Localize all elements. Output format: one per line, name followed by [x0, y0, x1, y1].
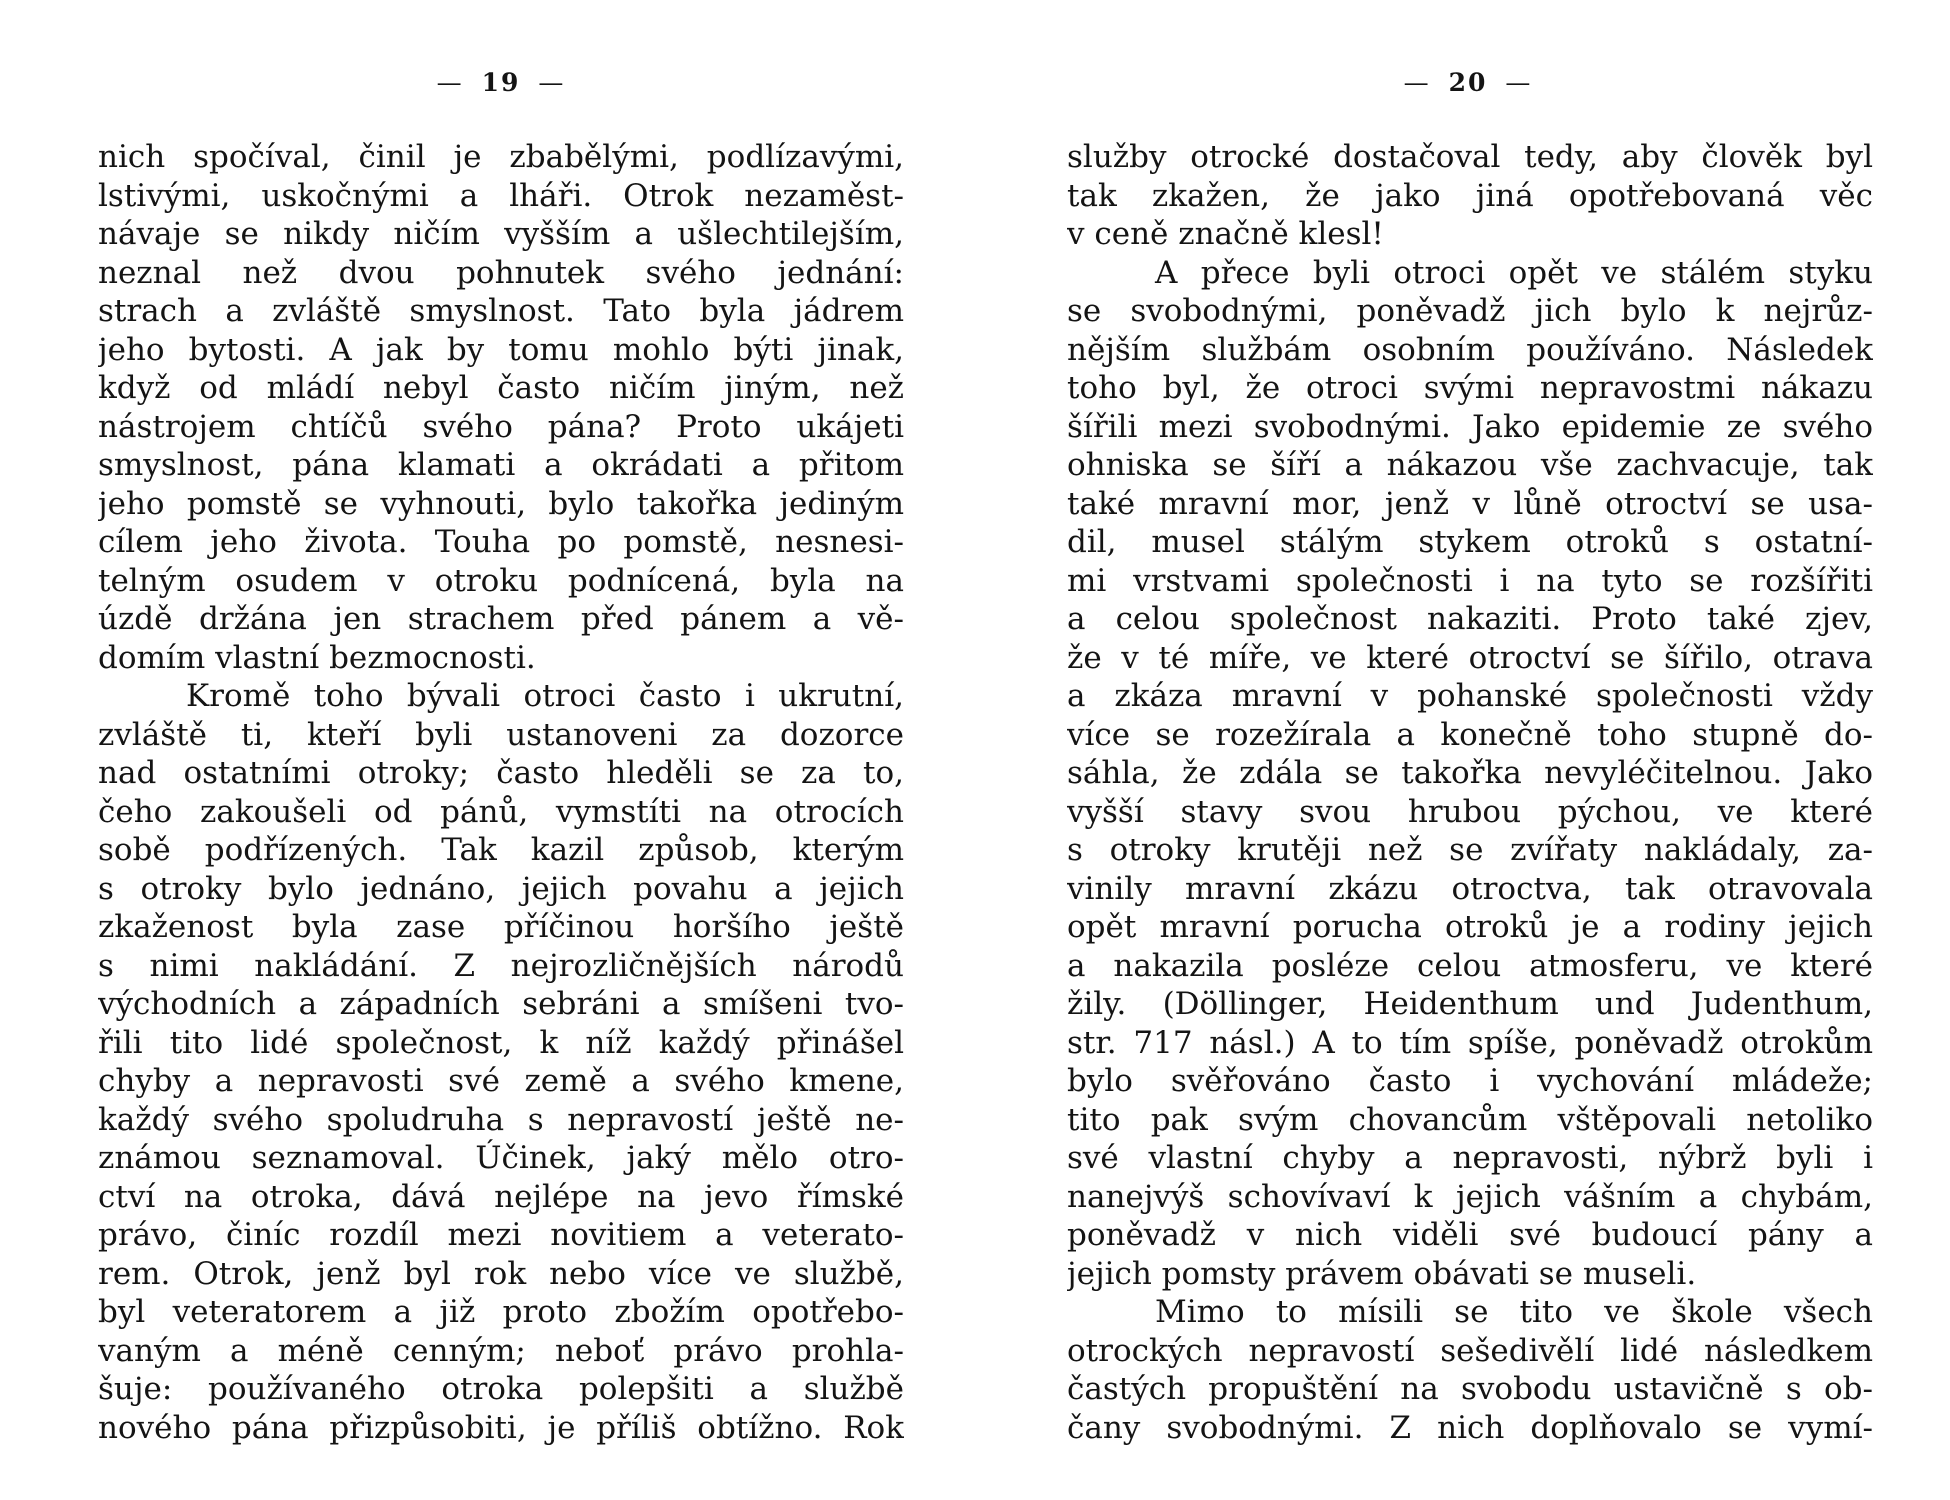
text-line: když od mládí nebyl často ničím jiným, než [98, 370, 904, 406]
text-line: také mravní mor, jenž v lůně otroctví se usa- [1067, 485, 1873, 522]
text-line: nanejvýš schovívaví k jejich vášním a chybám, [1067, 1178, 1873, 1215]
text-line: opět mravní porucha otroků je a rodiny jejich [1067, 909, 1873, 945]
text-line: telným osudem v otroku podnícená, byla na [98, 562, 904, 599]
text-line: otrockých nepravostí sešedivělí lidé následkem [1067, 1332, 1873, 1369]
text-line: služby otrocké dostačoval tedy, aby člověk byl [1067, 139, 1873, 175]
right-page-number [1063, 68, 1873, 97]
text-line: zkaženost byla zase příčinou horšího ještě [98, 909, 904, 945]
text-line: vyšší stavy svou hrubou pýchou, ve které [1067, 793, 1873, 830]
text-line: jejich pomsty právem obávati se museli. [1067, 1255, 1697, 1292]
text-line: smyslnost, pána klamati a okrádati a přitom [98, 447, 904, 483]
text-line: ohniska se šíří a nákazou vše zachvacuje, tak [1067, 447, 1873, 483]
text-line: své vlastní chyby a nepravosti, nýbrž byli i [1067, 1140, 1873, 1176]
text-line: sáhla, že zdála se takořka nevyléčitelnou. Jako [1067, 755, 1873, 791]
left-page-text [98, 138, 904, 1447]
left-page [98, 0, 918, 1500]
text-line: chyby a nepravosti své země a svého kmene, [98, 1063, 904, 1099]
left-page-number [98, 68, 904, 97]
text-line: šířili mezi svobodnými. Jako epidemie ze svého [1067, 408, 1873, 445]
text-line: tito pak svým chovancům vštěpovali netoliko [1067, 1101, 1873, 1138]
text-line: tak zkažen, že jako jiná opotřebovaná věc [1067, 177, 1873, 214]
right-page [1067, 0, 1887, 1500]
text-line: více se rozežírala a konečně toho stupně do- [1067, 716, 1873, 753]
text-line: bylo svěřováno často i vychování mládeže; [1067, 1063, 1873, 1099]
text-line: a nakazila posléze celou atmosferu, ve které [1067, 947, 1873, 984]
text-line: úzdě držána jen strachem před pánem a vě- [98, 601, 904, 637]
right-page-number-dash-right: — [1505, 68, 1533, 97]
text-line: nad ostatními otroky; často hleděli se za to, [98, 755, 904, 791]
right-page-text [1067, 138, 1873, 1447]
text-line: právo, činíc rozdíl mezi novitiem a veterato- [98, 1217, 904, 1253]
text-line: se svobodnými, poněvadž jich bylo k nejrůz- [1067, 293, 1873, 329]
text-line: východních a západních sebráni a smíšeni tvo- [98, 986, 904, 1022]
text-line: jeho bytosti. A jak by tomu mohlo býti jinak, [98, 331, 904, 368]
text-line: str. 717 násl.) A to tím spíše, poněvadž otrokům [1067, 1024, 1873, 1061]
text-line: strach a zvláště smyslnost. Tato byla jádrem [98, 293, 904, 329]
text-line: čeho zakoušeli od pánů, vymstíti na otrocích [98, 793, 904, 830]
text-line: žily. (Döllinger, Heidenthum und Judenthum, [1067, 986, 1873, 1022]
left-page-number-dash-left: — [436, 68, 464, 97]
text-line: zvláště ti, kteří byli ustanoveni za dozorce [98, 716, 904, 753]
text-line: dil, musel stálým stykem otroků s ostatní- [1067, 524, 1873, 560]
text-line: nástrojem chtíčů svého pána? Proto ukájeti [98, 408, 904, 445]
text-line: domím vlastní bezmocnosti. [98, 639, 536, 676]
text-line: Mimo to mísili se tito ve škole všech [1155, 1294, 1873, 1330]
text-line: a zkáza mravní v pohanské společnosti vždy [1067, 678, 1873, 714]
text-line: návaje se nikdy ničím vyšším a ušlechtilejším, [98, 216, 904, 252]
text-line: toho byl, že otroci svými nepravostmi nákazu [1067, 370, 1873, 406]
text-line: nového pána přizpůsobiti, je příliš obtížno. Rok [98, 1409, 904, 1446]
text-line: nich spočíval, činil je zbabělými, podlízavými, [98, 139, 904, 175]
text-line: známou seznamoval. Účinek, jaký mělo otro- [98, 1140, 904, 1176]
text-line: s nimi nakládání. Z nejrozličnějších národů [98, 947, 904, 984]
text-line: řili tito lidé společnost, k níž každý přinášel [98, 1024, 904, 1061]
text-line: ctví na otroka, dává nejlépe na jevo římské [98, 1178, 904, 1215]
text-line: Kromě toho bývali otroci často i ukrutní, [186, 678, 904, 714]
text-line: vinily mravní zkázu otroctva, tak otravovala [1067, 870, 1873, 907]
text-line: nějším službám osobním používáno. Následek [1067, 331, 1873, 368]
text-line: jeho pomstě se vyhnouti, bylo takořka jediným [98, 485, 904, 522]
text-line: sobě podřízených. Tak kazil způsob, kterým [98, 832, 904, 868]
left-page-number-dash-right: — [538, 68, 566, 97]
right-page-number-value: 20 [1448, 68, 1488, 97]
right-page-number-dash-left: — [1403, 68, 1431, 97]
text-line: s otroky krutěji než se zvířaty nakládaly, za- [1067, 832, 1873, 868]
text-line: mi vrstvami společnosti i na tyto se rozšířiti [1067, 562, 1873, 599]
left-page-number-value: 19 [481, 68, 521, 97]
text-line: s otroky bylo jednáno, jejich povahu a jejich [98, 870, 904, 907]
text-line: byl veteratorem a již proto zbožím opotřebo- [98, 1294, 904, 1330]
text-line: každý svého spoludruha s nepravostí ještě ne- [98, 1101, 904, 1138]
text-line: lstivými, uskočnými a lháři. Otrok nezaměst- [98, 177, 904, 214]
text-line: poněvadž v nich viděli své budoucí pány a [1067, 1217, 1873, 1253]
text-line: čany svobodnými. Z nich doplňovalo se vymí- [1067, 1409, 1873, 1446]
text-line: šuje: používaného otroka polepšiti a službě [98, 1371, 904, 1407]
text-line: v ceně značně klesl! [1067, 216, 1384, 252]
text-line: častých propuštění na svobodu ustavičně s ob- [1067, 1371, 1873, 1407]
text-line: cílem jeho života. Touha po pomstě, nesnesi- [98, 524, 904, 560]
text-line: neznal než dvou pohnutek svého jednání: [98, 254, 904, 291]
text-line: vaným a méně cenným; neboť právo prohla- [98, 1332, 904, 1369]
text-line: A přece byli otroci opět ve stálém styku [1155, 254, 1873, 291]
text-line: a celou společnost nakaziti. Proto také zjev, [1067, 601, 1873, 637]
text-line: rem. Otrok, jenž byl rok nebo více ve službě, [98, 1255, 904, 1292]
text-line: že v té míře, ve které otroctví se šířilo, otrava [1067, 639, 1873, 676]
